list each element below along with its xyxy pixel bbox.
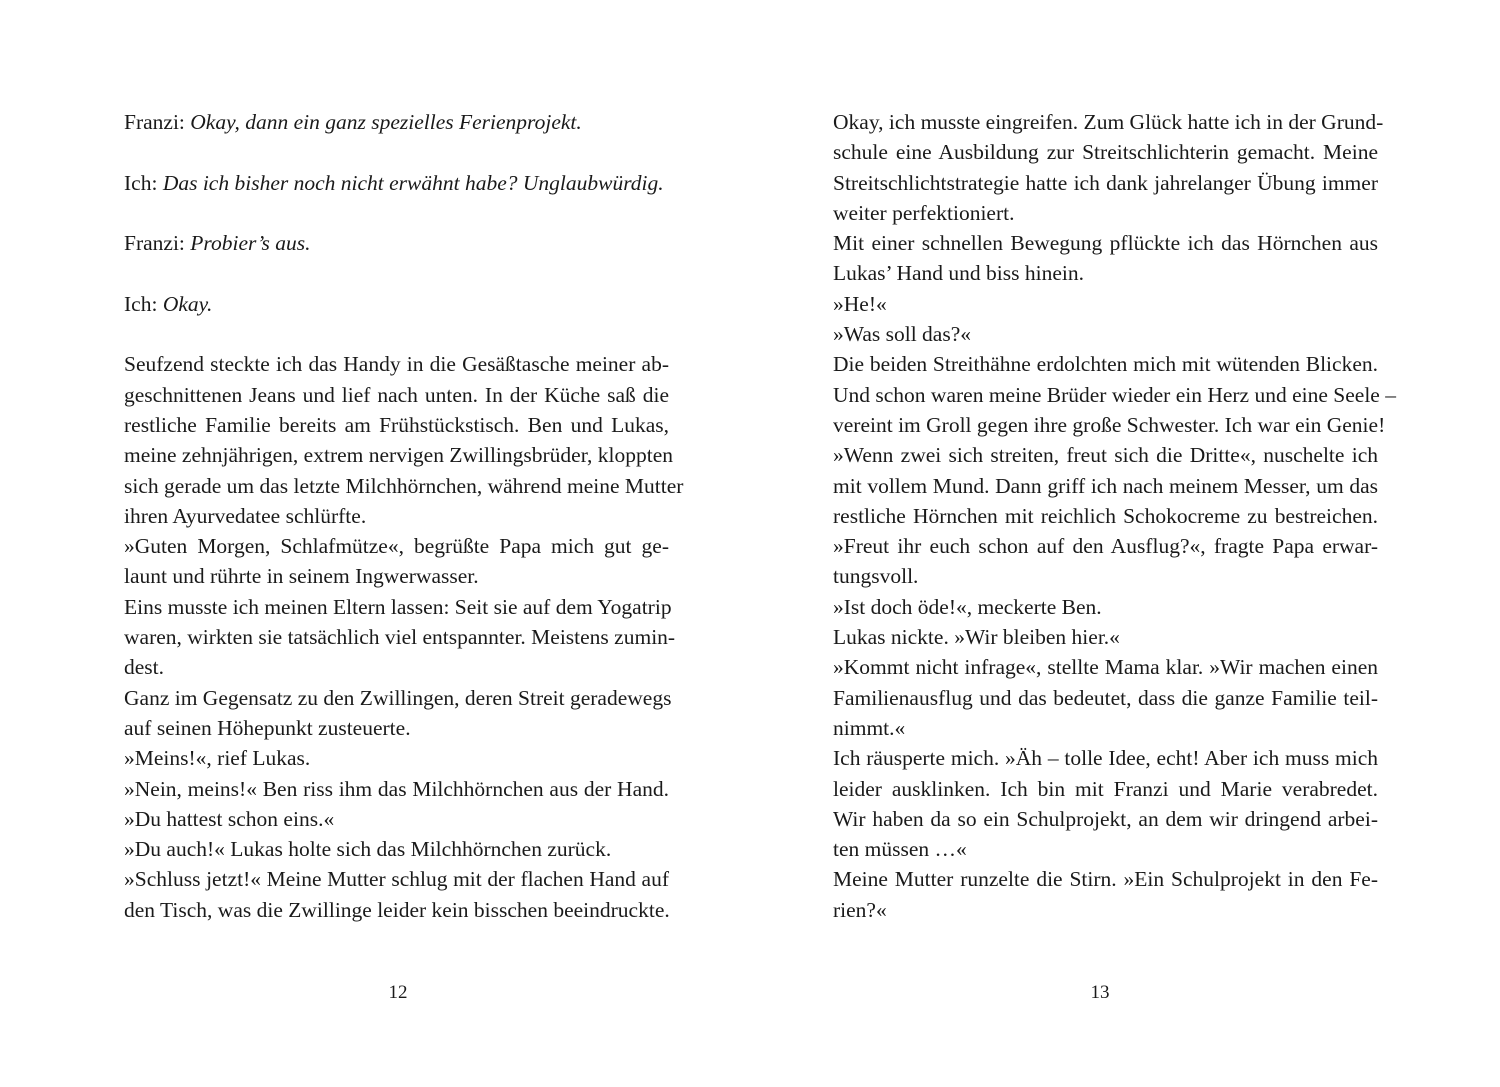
body-text-line: Mit einer schnellen Bewegung pflückte ich das Hörnchen aus [833, 231, 1378, 256]
body-text-line: ihren Ayurvedatee schlürfte. [124, 503, 367, 528]
body-text-line: mit vollem Mund. Dann griff ich nach meinem Messer, um das [833, 473, 1378, 498]
body-text-line: Okay, ich musste eingreifen. Zum Glück hatte ich in der Grund- [833, 110, 1384, 134]
body-text-line: Ich räusperte mich. »Äh – tolle Idee, echt! Aber ich muss mich [833, 746, 1378, 771]
body-text-line: »Schluss jetzt!« Meine Mutter schlug mit der flachen Hand auf [124, 867, 669, 892]
body-text-line: »Guten Morgen, Schlafmütze«, begrüßte Papa mich gut ge- [124, 534, 669, 559]
body-text-line: »Nein, meins!« Ben riss ihm das Milchhörnchen aus der Hand. [124, 776, 669, 801]
body-text-line: »Du hattest schon eins.« [124, 806, 335, 831]
body-text-line: tungsvoll. [833, 564, 919, 589]
body-text-line: »Meins!«, rief Lukas. [124, 746, 311, 771]
body-text-line: meine zehnjährigen, extrem nervigen Zwillingsbrüder, kloppten [124, 443, 674, 468]
body-text-line: ten müssen …« [833, 837, 967, 862]
body-text-line: Und schon waren meine Brüder wieder ein Herz und eine Seele – [833, 382, 1396, 407]
body-text-line: auf seinen Höhepunkt zusteuerte. [124, 715, 411, 740]
left-text-block [124, 107, 684, 925]
chat-speaker: Franzi: [124, 231, 191, 256]
body-text-line: Ganz im Gegensatz zu den Zwillingen, deren Streit geradewegs [124, 685, 672, 710]
body-text-line: weiter perfektioniert. [833, 200, 1015, 225]
body-text-line: sich gerade um das letzte Milchhörnchen, während meine Mutter [124, 473, 684, 498]
chat-message: Okay. [162, 291, 213, 316]
right-text-block [833, 107, 1396, 925]
chat-message: Das ich bisher noch nicht erwähnt habe? Unglaubwürdig. [162, 170, 664, 195]
body-text-line: »Du auch!« Lukas holte sich das Milchhörnchen zurück. [124, 837, 612, 862]
body-text-line: launt und rührte in seinem Ingwerwasser. [124, 564, 479, 589]
right-page [750, 0, 1500, 1087]
chat-line [124, 289, 669, 319]
body-text-line: waren, wirkten sie tatsächlich viel entspannter. Meistens zumin- [124, 625, 676, 650]
body-text-line: Lukas nickte. »Wir bleiben hier.« [833, 625, 1120, 650]
body-text-line: nimmt.« [833, 715, 906, 740]
body-text-line: den Tisch, was die Zwillinge leider kein bisschen beeindruckte. [124, 897, 670, 922]
chat-speaker: Ich: [124, 291, 163, 316]
body-text-line: »Kommt nicht infrage«, stellte Mama klar. »Wir machen einen [833, 655, 1378, 680]
body-text-line: restliche Hörnchen mit reichlich Schokocreme zu bestreichen. [833, 503, 1378, 528]
body-text-line: schule eine Ausbildung zur Streitschlichterin gemacht. Meine [833, 140, 1378, 165]
body-text-line: vereint im Groll gegen ihre große Schwester. Ich war ein Genie! [833, 412, 1386, 437]
body-text-line: Familienausflug und das bedeutet, dass die ganze Familie teil- [833, 685, 1378, 710]
body-text-line: Eins musste ich meinen Eltern lassen: Seit sie auf dem Yogatrip [124, 594, 672, 619]
chat-line [124, 228, 669, 258]
body-text-line: leider ausklinken. Ich bin mit Franzi und Marie verabredet. [833, 776, 1378, 801]
chat-line [124, 107, 669, 137]
chat-speaker: Ich: [124, 170, 163, 195]
page-number: 13 [1090, 982, 1110, 1003]
body-text-line: geschnittenen Jeans und lief nach unten. In der Küche saß die [124, 382, 669, 407]
body-text-line: »He!« [833, 291, 887, 316]
page-number: 12 [388, 982, 408, 1003]
body-text-line: Lukas’ Hand und biss hinein. [833, 261, 1084, 286]
chat-line [124, 168, 669, 198]
body-text-line: Meine Mutter runzelte die Stirn. »Ein Schulprojekt in den Fe- [833, 867, 1378, 892]
body-text-line: »Ist doch öde!«, meckerte Ben. [833, 594, 1102, 619]
chat-message: Okay, dann ein ganz spezielles Ferienprojekt. [190, 110, 582, 134]
body-text-line: »Was soll das?« [833, 322, 971, 347]
chat-message: Probier’s aus. [190, 231, 311, 256]
chat-speaker: Franzi: [124, 110, 191, 134]
body-text-line: Streitschlichtstrategie hatte ich dank jahrelanger Übung immer [833, 170, 1378, 195]
body-text-line: restliche Familie bereits am Frühstückstisch. Ben und Lukas, [124, 412, 669, 437]
body-text-line: Seufzend steckte ich das Handy in die Gesäßtasche meiner ab- [124, 352, 669, 377]
body-text-line: dest. [124, 655, 165, 680]
body-text-line: »Wenn zwei sich streiten, freut sich die Dritte«, nuschelte ich [833, 443, 1378, 468]
body-text-line: Wir haben da so ein Schulprojekt, an dem wir dringend arbei- [833, 806, 1378, 831]
body-text-line: »Freut ihr euch schon auf den Ausflug?«, fragte Papa erwar- [833, 534, 1378, 559]
body-text-line: Die beiden Streithähne erdolchten mich mit wütenden Blicken. [833, 352, 1378, 377]
body-text-line: rien?« [833, 897, 887, 922]
